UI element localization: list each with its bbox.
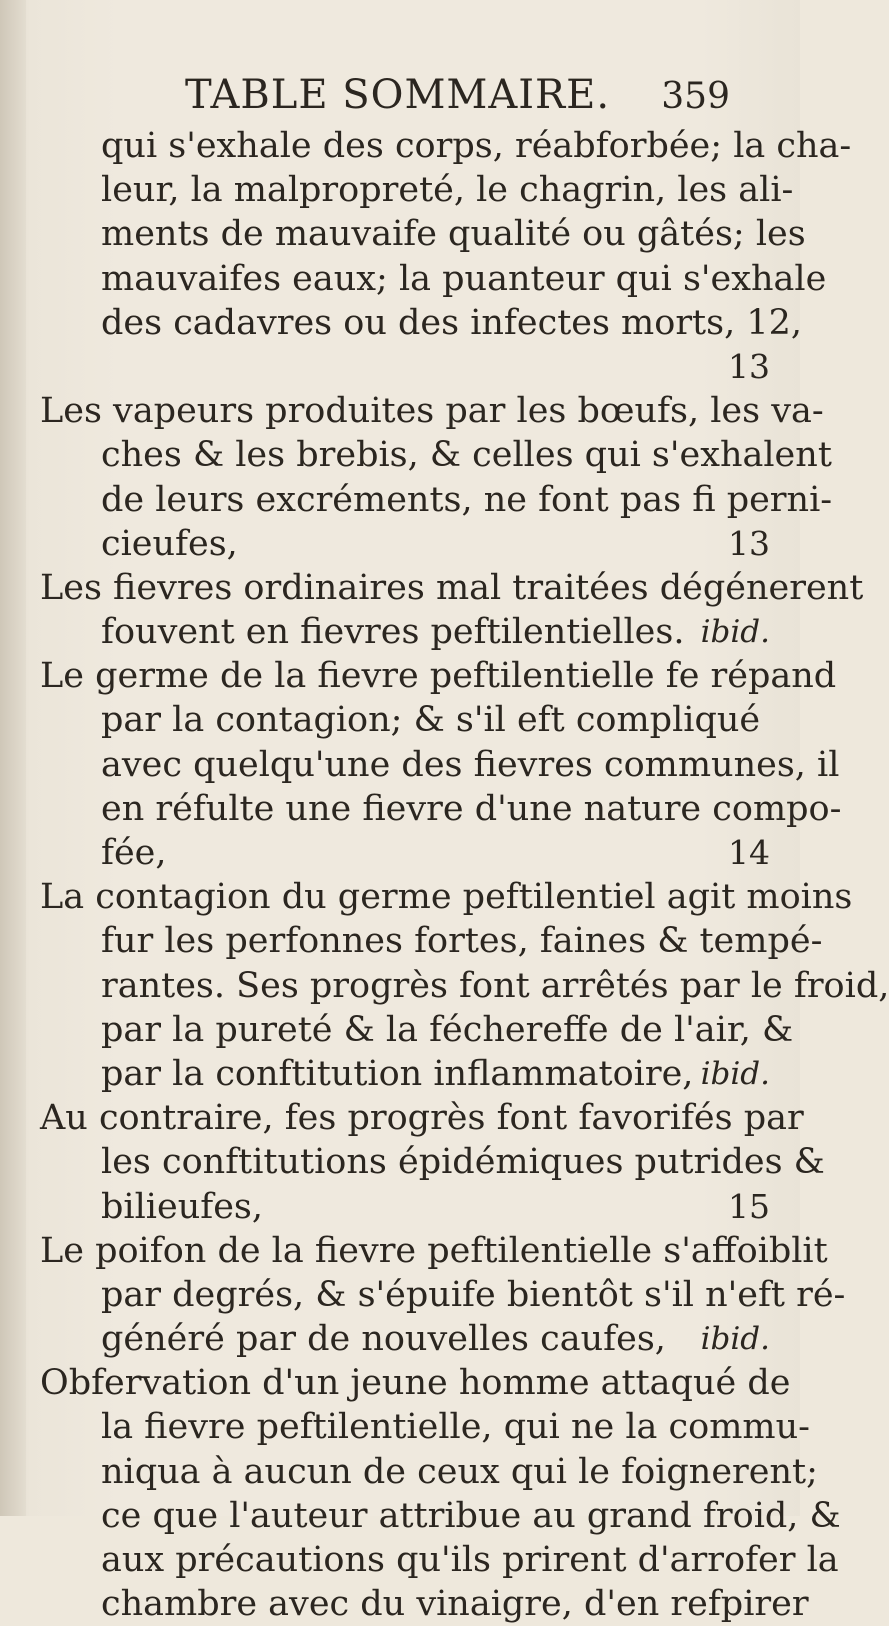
line-text: avec quelqu'une des fievres communes, il (101, 744, 840, 785)
page-reference: 15 (728, 1186, 770, 1226)
line-text: fur les perfonnes fortes, faines & tempé- (101, 921, 823, 962)
line-text: La contagion du germe peftilentiel agit moins (40, 877, 853, 918)
text-line (40, 124, 852, 168)
text-line (40, 831, 770, 875)
text-line (40, 1273, 846, 1317)
text-line (40, 1450, 818, 1494)
line-text: ments de mauvaife qualité ou gâtés; les (101, 214, 806, 255)
text-line (40, 698, 770, 742)
text-line (40, 1494, 841, 1538)
line-text: rantes. Ses progrès font arrêtés par le froid, (101, 965, 889, 1006)
text-line (40, 1096, 804, 1140)
line-text: Au contraire, fes progrès font favorifés par (40, 1098, 804, 1139)
text-line (40, 566, 864, 610)
text-line (40, 168, 794, 212)
line-text: ches & les brebis, & celles qui s'exhalent (101, 435, 832, 476)
text-line (40, 743, 840, 787)
line-text: Le poifon de la fievre peftilentielle s'affoiblit (40, 1230, 828, 1271)
text-line (40, 1538, 839, 1582)
text-line (40, 433, 832, 477)
line-text: par la conftitution inflammatoire, (101, 1053, 694, 1094)
line-text: Obfervation d'un jeune homme attaqué de (40, 1363, 791, 1404)
text-line (40, 964, 889, 1008)
page-reference: ibid. (700, 614, 770, 651)
line-text: aux précautions qu'ils prirent d'arrofer la (101, 1540, 839, 1580)
text-line (40, 610, 770, 654)
text-line (40, 1008, 794, 1052)
text-line (40, 345, 770, 389)
line-text: de leurs excréments, ne font pas fi perni- (101, 479, 833, 520)
line-text: par la pureté & la féchereffe de l'air, & (101, 1009, 794, 1050)
text-line (40, 875, 853, 919)
index-text-body (40, 124, 889, 1626)
page-number: 359 (661, 76, 730, 117)
text-line (40, 522, 770, 566)
text-line (40, 478, 833, 522)
line-text: Les vapeurs produites par les bœufs, les va- (40, 391, 824, 432)
running-title: TABLE SOMMAIRE. (185, 72, 611, 118)
page-reference: 14 (728, 833, 770, 872)
text-line (40, 1405, 810, 1449)
text-line (40, 257, 827, 301)
running-header (185, 72, 730, 116)
text-line (40, 1052, 770, 1096)
line-text: des cadavres ou des infectes morts, 12, (101, 302, 802, 343)
text-line (40, 1140, 825, 1184)
line-text: les conftitutions épidémiques putrides & (101, 1142, 825, 1183)
text-line (40, 212, 806, 256)
line-text: bilieufes, (101, 1186, 263, 1227)
line-text: la fievre peftilentielle, qui ne la commu- (101, 1407, 810, 1448)
line-text: cieufes, (101, 523, 238, 564)
line-text: niqua à aucun de ceux qui le foignerent; (101, 1451, 818, 1492)
page-reference: ibid. (700, 1321, 770, 1358)
text-line (40, 787, 842, 831)
line-text: chambre avec du vinaigre, d'en refpirer (101, 1584, 809, 1625)
page-reference: 13 (728, 523, 770, 563)
text-line (40, 654, 837, 698)
line-text: en réfulte une fievre d'une nature compo- (101, 788, 842, 829)
line-text: fée, (101, 833, 167, 873)
line-text: qui s'exhale des corps, réabforbée; la cha- (101, 126, 852, 166)
text-line (40, 1361, 791, 1405)
line-text: par la contagion; & s'il eft compliqué (101, 700, 761, 741)
text-line (40, 389, 824, 433)
text-line (40, 1582, 809, 1626)
text-line (40, 1229, 828, 1273)
line-text: leur, la malpropreté, le chagrin, les ali- (101, 170, 794, 211)
page-gutter (0, 0, 26, 1516)
text-line (40, 301, 802, 345)
text-line (40, 919, 823, 963)
page-reference: 13 (728, 346, 770, 386)
page-reference: ibid. (700, 1055, 770, 1092)
line-text: par degrés, & s'épuife bientôt s'il n'eft ré- (101, 1274, 846, 1315)
line-text: ce que l'auteur attribue au grand froid, & (101, 1495, 841, 1536)
line-text: mauvaifes eaux; la puanteur qui s'exhale (101, 258, 827, 299)
line-text: Le germe de la fievre peftilentielle fe répand (40, 656, 837, 697)
text-line (40, 1317, 770, 1361)
line-text: fouvent en fievres peftilentielles. (101, 612, 685, 653)
line-text: généré par de nouvelles caufes, (101, 1319, 666, 1360)
text-line (40, 1185, 770, 1229)
line-text: Les fievres ordinaires mal traitées dégénerent (40, 567, 864, 608)
